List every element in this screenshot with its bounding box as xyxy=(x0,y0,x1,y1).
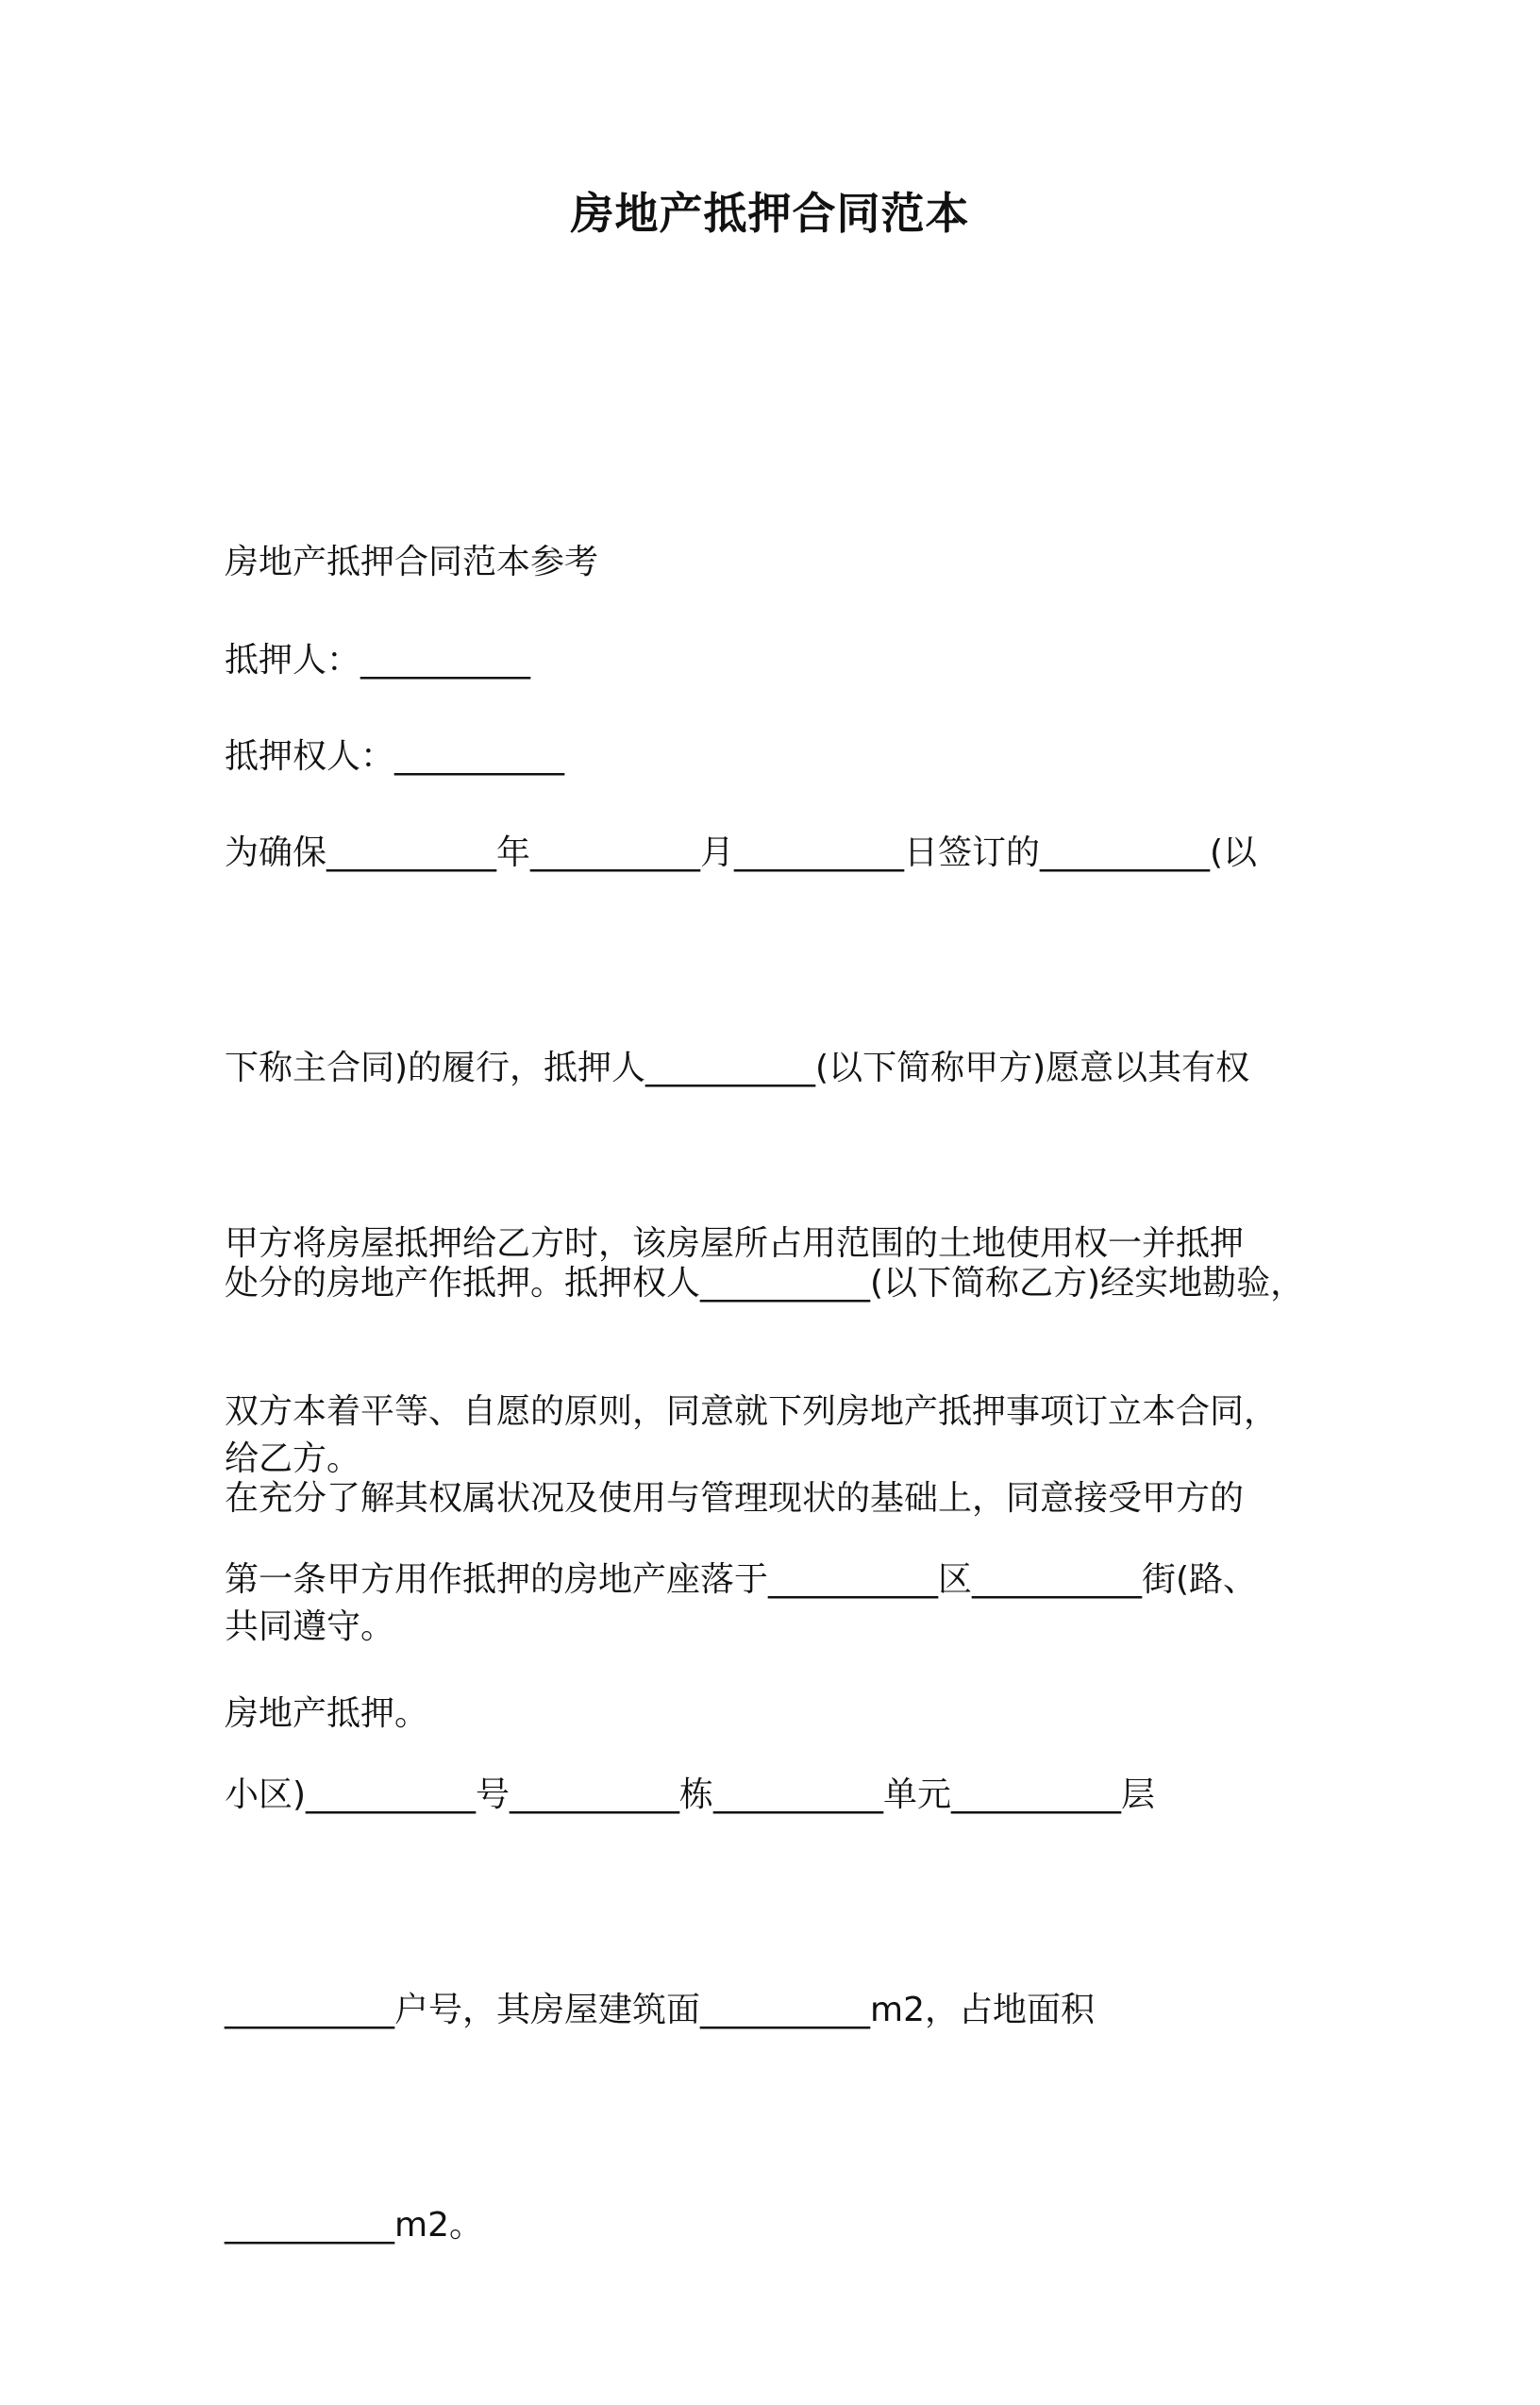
agreement-line: 双方本着平等、自愿的原则，同意就下列房地产抵押事项订立本合同， xyxy=(225,1392,1279,1431)
article-1-paragraph xyxy=(225,1401,1357,2405)
agreement-line: 共同遵守。 xyxy=(225,1607,395,1646)
land-use-line: 甲方将房屋抵押给乙方时，该房屋所占用范围的土地使用权一并抵押 xyxy=(225,1224,1245,1263)
article-1-line: 第一条甲方用作抵押的房地产座落于__________区__________街(路、 xyxy=(225,1560,1258,1599)
purpose-line: 在充分了解其权属状况及使用与管理现状的基础上，同意接受甲方的 xyxy=(225,1479,1245,1518)
subtitle-line: 房地产抵押合同范本参考 xyxy=(225,543,599,581)
land-use-line: 给乙方。 xyxy=(225,1439,361,1478)
mortgagor-line: 抵押人：__________ xyxy=(225,641,531,680)
article-1-line: __________m2。 xyxy=(225,2206,483,2245)
article-1-line: 小区)__________号__________栋__________单元__________层 xyxy=(225,1775,1156,1814)
mortgagee-line: 抵押权人：__________ xyxy=(225,737,565,776)
purpose-line: 房地产抵押。 xyxy=(225,1694,429,1733)
purpose-line: 处分的房地产作抵押。抵押权人__________(以下简称乙方)经实地勘验， xyxy=(225,1264,1305,1303)
purpose-line: 为确保__________年__________月__________日签订的__________(以 xyxy=(225,833,1258,872)
purpose-line: 下称主合同)的履行，抵押人__________(以下简称甲方)愿意以其有权 xyxy=(225,1049,1250,1087)
article-1-line: __________户号，其房屋建筑面__________m2，占地面积 xyxy=(225,1991,1095,2029)
document-title: 房地产抵押合同范本 xyxy=(570,188,970,239)
